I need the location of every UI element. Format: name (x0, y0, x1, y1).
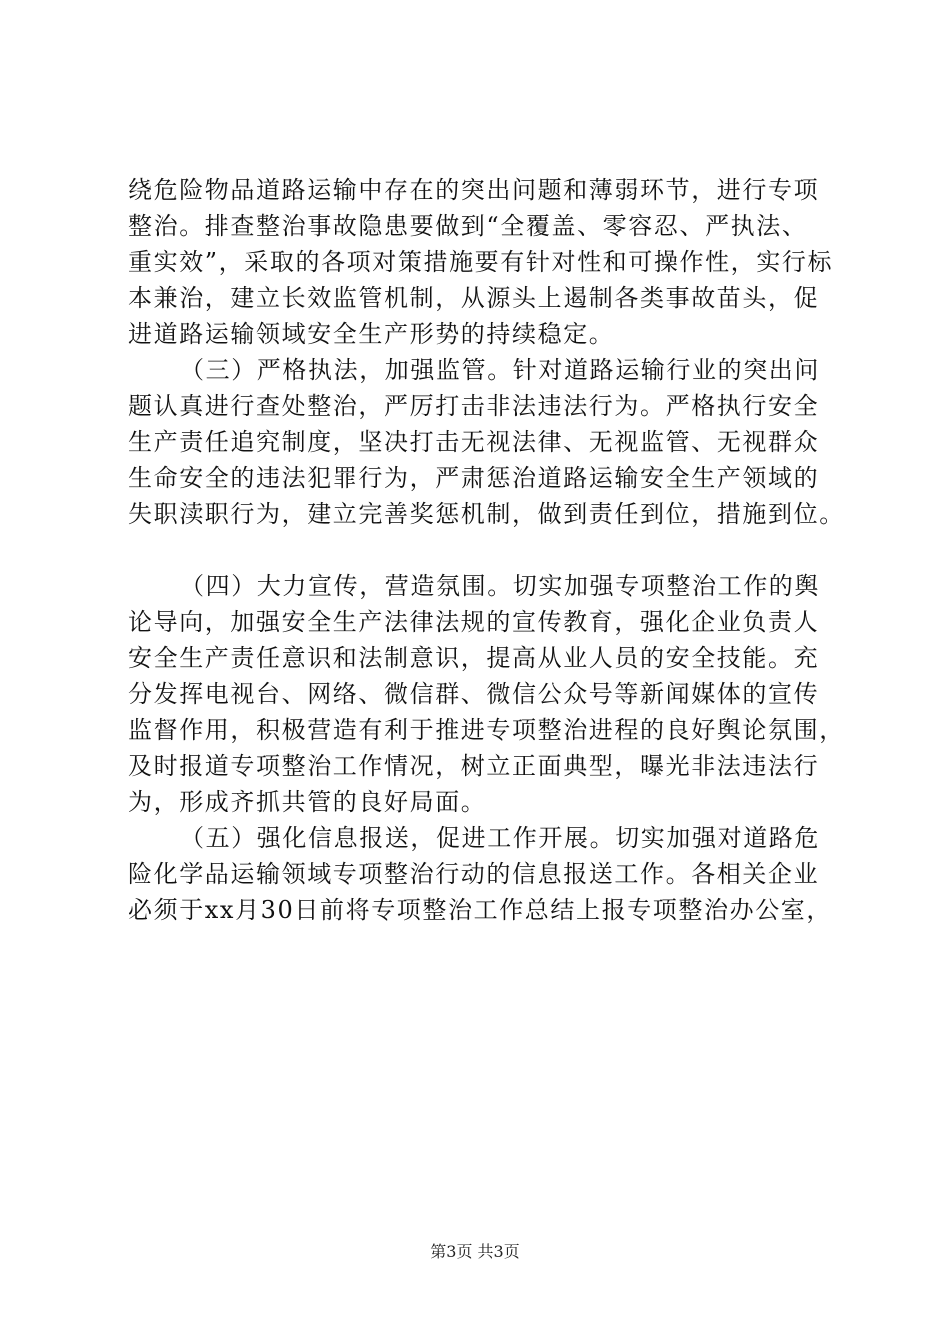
body-line: 整治。排查整治事故隐患要做到“全覆盖、零容忍、严执法、 (128, 212, 808, 240)
paragraph-start-line: （四）大力宣传，营造氛围。切实加强专项整治工作的舆 (180, 572, 820, 600)
body-line: 险化学品运输领域专项整治行动的信息报送工作。各相关企业 (128, 860, 820, 888)
body-line: 本兼治，建立长效监管机制，从源头上遏制各类事故苗头，促 (128, 284, 820, 312)
body-line: 失职渎职行为，建立完善奖惩机制，做到责任到位，措施到位。 (128, 500, 845, 528)
paragraph-start-line: （三）严格执法，加强监管。针对道路运输行业的突出问 (180, 356, 820, 384)
body-line: 题认真进行查处整治，严厉打击非法违法行为。严格执行安全 (128, 392, 820, 420)
body-line: 安全生产责任意识和法制意识，提高从业人员的安全技能。充 (128, 644, 820, 672)
body-line: 生命安全的违法犯罪行为，严肃惩治道路运输安全生产领域的 (128, 464, 820, 492)
paragraph-gap (128, 532, 828, 568)
body-line: 绕危险物品道路运输中存在的突出问题和薄弱环节，进行专项 (128, 176, 820, 204)
body-line: 必须于xx月30日前将专项整治工作总结上报专项整治办公室， (128, 896, 833, 924)
document-body (128, 172, 845, 928)
body-line: 进道路运输领域安全生产形势的持续稳定。 (128, 320, 615, 348)
page-footer: 第3页 共3页 (430, 1242, 520, 1261)
body-line: 及时报道专项整治工作情况，树立正面典型，曝光非法违法行 (128, 752, 820, 780)
body-line: 监督作用，积极营造有利于推进专项整治进程的良好舆论氛围， (128, 716, 845, 744)
body-line: 为，形成齐抓共管的良好局面。 (128, 788, 487, 816)
body-line: 生产责任追究制度，坚决打击无视法律、无视监管、无视群众 (128, 428, 820, 456)
paragraph-start-line: （五）强化信息报送，促进工作开展。切实加强对道路危 (180, 824, 820, 852)
body-line: 论导向，加强安全生产法律法规的宣传教育，强化企业负责人 (128, 608, 820, 636)
body-line: 分发挥电视台、网络、微信群、微信公众号等新闻媒体的宣传 (128, 680, 820, 708)
body-line: 重实效”，采取的各项对策措施要有针对性和可操作性，实行标 (128, 248, 834, 276)
